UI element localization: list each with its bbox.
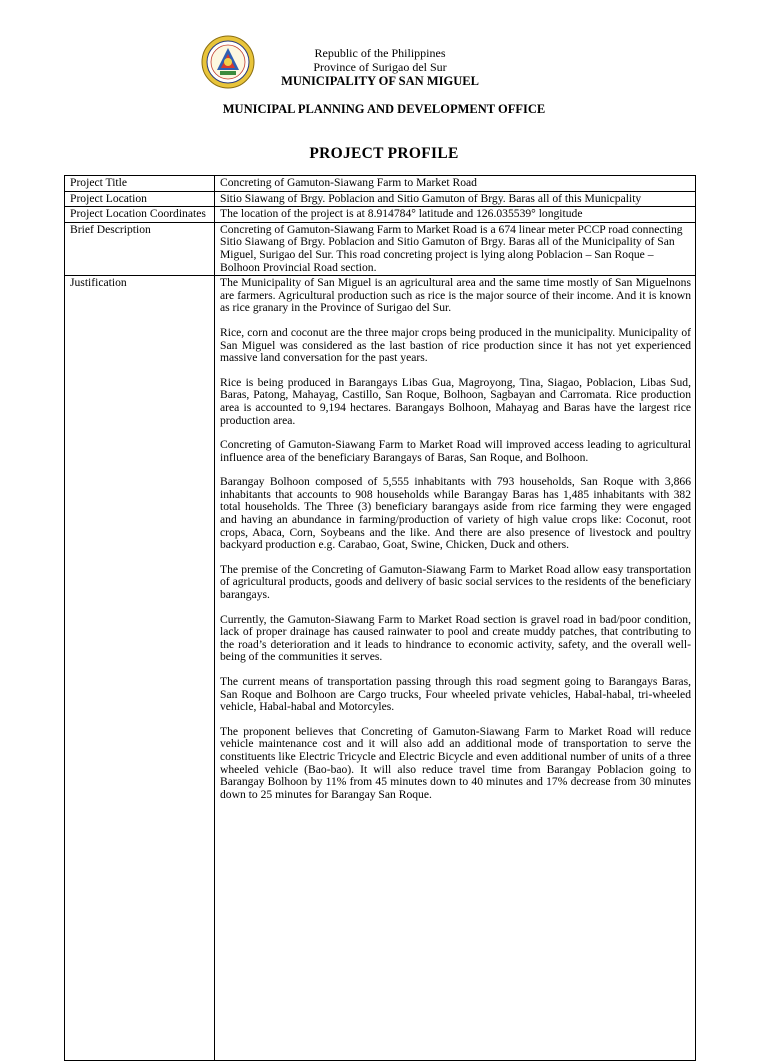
country-name: Republic of the Philippines xyxy=(314,46,446,60)
justification-paragraph: The Municipality of San Miguel is an agricultural area and the same time mostly of San Miguelnons are farmers. Agricultural production such as rice is the major source of their income. And it is known as rice granary in the Province of Surigao del Sur. xyxy=(220,276,691,315)
justification-paragraph: Currently, the Gamuton-Siawang Farm to Market Road section is gravel road in bad/poor condition, lack of proper drainage has caused rainwater to pool and create muddy patches, that contributing to the road’s deterioration and it leads to hindrance to economic activity, safety, and the overall well-being of the communities it serves. xyxy=(220,612,691,664)
row-value: Concreting of Gamuton-Siawang Farm to Market Road is a 674 linear meter PCCP road connecting Sitio Siawang of Brgy. Poblacion and Sitio Gamuton of Brgy. Baras all of the Municipality of San Miguel, Surigao del Sur. This road concreting project is lying along Poblacion – San Roque – Bolhoon Provincial Road section. xyxy=(215,222,696,275)
project-profile-table xyxy=(64,175,696,1061)
letterhead xyxy=(250,46,510,88)
row-value: Concreting of Gamuton-Siawang Farm to Market Road xyxy=(215,176,696,192)
table-row xyxy=(65,207,696,223)
row-label: Brief Description xyxy=(65,222,215,275)
row-value: The location of the project is at 8.914784° latitude and 126.035539° longitude xyxy=(215,207,696,223)
justification-paragraph: Concreting of Gamuton-Siawang Farm to Market Road will improved access leading to agricultural influence area of the beneficiary Barangays of Baras, San Roque, and Bolhoon. xyxy=(220,438,691,464)
table-row xyxy=(65,222,696,275)
province-name: Province of Surigao del Sur xyxy=(313,60,447,74)
row-value: Sitio Siawang of Brgy. Poblacion and Sitio Gamuton of Brgy. Baras all of this Municpality xyxy=(215,191,696,207)
table-row xyxy=(65,276,696,1061)
table-row xyxy=(65,176,696,192)
municipality-name: MUNICIPALITY OF SAN MIGUEL xyxy=(281,74,479,88)
justification-paragraph: Rice is being produced in Barangays Libas Gua, Magroyong, Tina, Siagao, Poblacion, Libas Sud, Baras, Patong, Mahayag, Castillo, San Roque, Bolhoon, Sagbayan and Carromata. Rice production area is accounted to 9,194 hectares. Barangays Bolhoon, Mahayag and Baras have the largest rice production area. xyxy=(220,375,691,427)
table-row xyxy=(65,191,696,207)
row-label: Project Title xyxy=(65,176,215,192)
justification-paragraph: The proponent believes that Concreting of Gamuton-Siawang Farm to Market Road will reduce vehicle maintenance cost and it will also add an additional mode of transportation to serve the constituents like Electric Tricycle and Electric Bicycle and even additional number of units of a three wheeled vehicle (Bao-bao). It will also reduce travel time from Barangay Poblacion going to Barangay Bolhoon by 11% from 45 minutes down to 40 minutes and 17% decrease from 30 minutes down to 25 minutes for Barangay San Roque. xyxy=(220,724,691,801)
page-title: PROJECT PROFILE xyxy=(309,145,459,162)
office-name: MUNICIPAL PLANNING AND DEVELOPMENT OFFICE xyxy=(222,102,546,116)
justification-body xyxy=(215,276,696,1061)
row-label: Project Location xyxy=(65,191,215,207)
justification-paragraph: Rice, corn and coconut are the three major crops being produced in the municipality. Municipality of San Miguel was considered as the last bastion of rice production since it has not yet experienced massive land conversation for the past years. xyxy=(220,325,691,365)
justification-paragraph: The current means of transportation passing through this road segment going to Barangays Baras, San Roque and Bolhoon are Cargo trucks, Four wheeled private vehicles, Habal-habal, tri-wheeled vehicle, Habal-habal and Motorcyles. xyxy=(220,675,691,714)
justification-paragraph: The premise of the Concreting of Gamuton-Siawang Farm to Market Road allow easy transportation of agricultural products, goods and delivery of basic social services to the residents of the beneficiary barangays. xyxy=(220,562,691,602)
justification-paragraph: Barangay Bolhoon composed of 5,555 inhabitants with 793 households, San Roque with 3,866 inhabitants that accounts to 908 households while Barangay Baras has 1,485 inhabitants with 382 total households. The Three (3) beneficiary barangays aside from rice farming they were engaged and having an abundance in farming/production of variety of high value crops like: Coconut, root crops, Abaca, Corn, Soybeans and the like. And there are also presence of livestock and poultry backyard production e.g. Carabao, Goat, Swine, Chicken, Duck and others. xyxy=(220,475,691,552)
municipal-seal-icon xyxy=(201,35,255,89)
row-label: Justification xyxy=(65,276,215,1061)
row-label: Project Location Coordinates xyxy=(65,207,215,223)
